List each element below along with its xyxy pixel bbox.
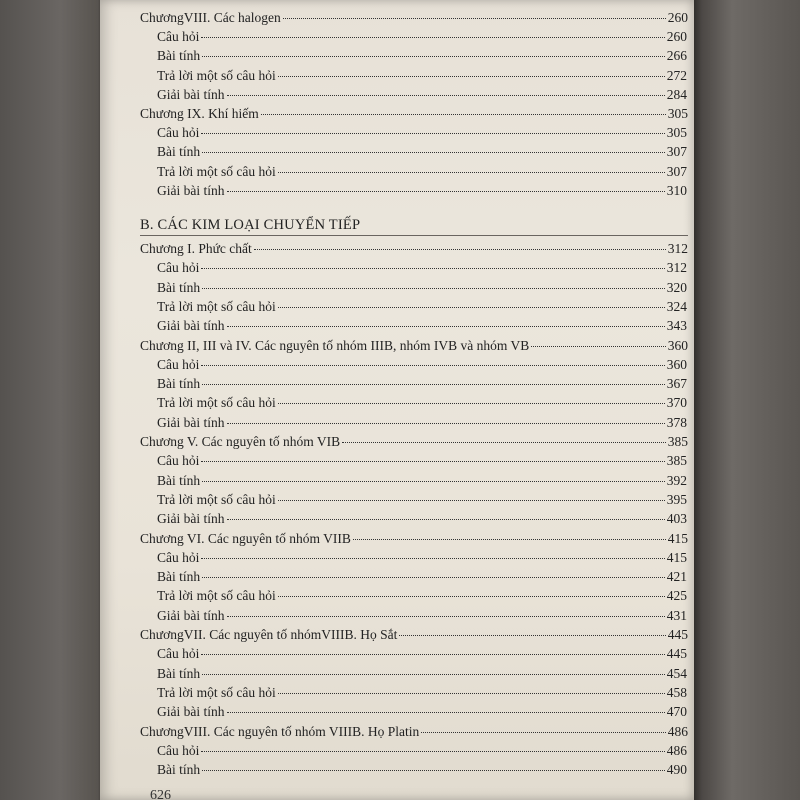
toc-dot-leader	[399, 635, 665, 636]
toc-entry-page: 360	[667, 337, 688, 353]
toc-dot-leader	[283, 18, 666, 19]
toc-subentry	[157, 511, 687, 527]
toc-subentry	[157, 299, 687, 315]
toc-dot-leader	[278, 693, 665, 694]
toc-entry-title: Trả lời một số câu hỏi	[157, 67, 276, 83]
toc-entry-page: 385	[667, 434, 688, 449]
toc-dot-leader	[201, 365, 664, 366]
toc-entry-page: 458	[666, 684, 687, 700]
toc-entry-page: 486	[666, 742, 687, 758]
toc-dot-leader	[201, 461, 664, 462]
toc-dot-leader	[342, 442, 666, 443]
toc-entry-page: 421	[666, 569, 687, 585]
toc-dot-leader	[202, 152, 665, 153]
toc-entry-title: ChươngVIII. Các nguyên tố nhóm VIIIB. Họ Platin	[140, 723, 420, 739]
toc-dot-leader	[202, 384, 665, 385]
toc-dot-leader	[227, 326, 665, 327]
toc-dot-leader	[201, 751, 664, 752]
toc-subentry	[157, 183, 687, 199]
toc-entry-title: Bài tính	[157, 279, 201, 295]
section-rule	[140, 235, 688, 236]
toc-entry-page: 415	[666, 549, 687, 565]
toc-subentry	[157, 588, 687, 604]
toc-chapter-entry	[140, 434, 688, 450]
toc-subentry	[157, 608, 687, 624]
toc-entry-title: Giải bài tính	[157, 182, 225, 198]
toc-subentry	[157, 68, 687, 84]
toc-entry-page: 395	[666, 491, 687, 507]
toc-dot-leader	[202, 577, 665, 578]
toc-entry-page: 343	[666, 318, 687, 334]
toc-entry-page: 310	[666, 182, 687, 198]
toc-dot-leader	[202, 56, 665, 57]
toc-dot-leader	[261, 114, 666, 115]
toc-subentry	[157, 473, 687, 489]
toc-entry-page: 415	[667, 530, 688, 546]
toc-entry-page: 425	[666, 588, 687, 604]
toc-entry-page: 403	[666, 511, 687, 527]
toc-entry-title: Bài tính	[157, 762, 201, 778]
page-number: 626	[150, 788, 171, 800]
toc-entry-page: 378	[666, 414, 687, 430]
toc-entry-page: 486	[667, 723, 688, 739]
toc-subentry	[157, 376, 687, 392]
toc-subentry	[157, 87, 687, 103]
toc-entry-title: Bài tính	[157, 569, 201, 585]
toc-entry-page: 312	[667, 241, 688, 256]
toc-entry-title: Bài tính	[157, 376, 201, 392]
toc-entry-page: 320	[666, 279, 687, 295]
toc-dot-leader	[278, 500, 665, 501]
toc-entry-page: 370	[666, 395, 687, 411]
toc-entry-page: 266	[666, 48, 687, 64]
toc-entry-page: 307	[666, 163, 687, 179]
toc-dot-leader	[278, 307, 665, 308]
toc-entry-title: Chương IX. Khí hiếm	[140, 106, 259, 121]
toc-subentry	[157, 453, 687, 469]
toc-dot-leader	[202, 770, 665, 771]
toc-dot-leader	[201, 654, 664, 655]
toc-dot-leader	[201, 133, 664, 134]
toc-entry-page: 305	[666, 125, 687, 141]
toc-subentry	[157, 550, 687, 566]
toc-dot-leader	[202, 481, 665, 482]
toc-entry-title: Trả lời một số câu hỏi	[157, 298, 276, 314]
toc-entry-page: 392	[666, 472, 687, 488]
toc-entry-page: 367	[666, 376, 687, 392]
toc-entry-title: Chương I. Phức chất	[140, 241, 252, 256]
toc-dot-leader	[278, 403, 665, 404]
toc-subentry	[157, 29, 687, 45]
toc-subentry	[157, 646, 687, 662]
toc-entry-title: Giải bài tính	[157, 704, 225, 720]
toc-entry-page: 307	[666, 144, 687, 160]
toc-dot-leader	[227, 712, 665, 713]
toc-entry-title: Câu hỏi	[157, 742, 200, 758]
toc-entry-title: Trả lời một số câu hỏi	[157, 588, 276, 604]
toc-dot-leader	[421, 732, 665, 733]
toc-entry-page: 470	[666, 704, 687, 720]
toc-entry-title: ChươngVIII. Các halogen	[140, 10, 281, 25]
toc-entry-page: 445	[667, 627, 688, 642]
toc-dot-leader	[227, 423, 665, 424]
toc-chapter-entry	[140, 627, 688, 643]
toc-subentry	[157, 395, 687, 411]
toc-entry-title: Câu hỏi	[157, 646, 200, 662]
toc-subentry	[157, 704, 687, 720]
toc-entry-title: Trả lời một số câu hỏi	[157, 684, 276, 700]
toc-subentry	[157, 48, 687, 64]
toc-entry-title: Giải bài tính	[157, 318, 225, 334]
toc-dot-leader	[278, 596, 665, 597]
toc-entry-title: Giải bài tính	[157, 86, 225, 102]
toc-subentry	[157, 743, 687, 759]
toc-entry-title: Giải bài tính	[157, 511, 225, 527]
toc-subentry	[157, 318, 687, 334]
toc-subentry	[157, 260, 687, 276]
toc-subentry	[157, 125, 687, 141]
toc-dot-leader	[278, 76, 665, 77]
toc-entry-page: 445	[666, 646, 687, 662]
toc-entry-title: Chương VI. Các nguyên tố nhóm VIIB	[140, 530, 351, 546]
toc-dot-leader	[227, 519, 665, 520]
toc-entry-title: Bài tính	[157, 144, 201, 160]
toc-entry-page: 454	[666, 665, 687, 681]
toc-entry-page: 490	[666, 762, 687, 778]
toc-dot-leader	[201, 558, 664, 559]
toc-chapter-entry	[140, 106, 688, 122]
toc-entry-title: Trả lời một số câu hỏi	[157, 491, 276, 507]
toc-subentry	[157, 569, 687, 585]
toc-entry-page: 360	[666, 356, 687, 372]
toc-entry-title: Bài tính	[157, 48, 201, 64]
toc-entry-title: Câu hỏi	[157, 260, 200, 276]
toc-dot-leader	[278, 172, 665, 173]
toc-entry-title: Bài tính	[157, 472, 201, 488]
toc-subentry	[157, 666, 687, 682]
toc-chapter-entry	[140, 241, 688, 257]
toc-subentry	[157, 280, 687, 296]
toc-entry-title: Trả lời một số câu hỏi	[157, 395, 276, 411]
toc-subentry	[157, 144, 687, 160]
toc-dot-leader	[531, 346, 665, 347]
toc-entry-page: 260	[667, 10, 688, 25]
toc-entry-page: 260	[666, 29, 687, 45]
toc-entry-page: 272	[666, 67, 687, 83]
toc-page	[100, 0, 694, 800]
toc-dot-leader	[227, 616, 665, 617]
toc-chapter-entry	[140, 531, 688, 547]
toc-entry-title: Trả lời một số câu hỏi	[157, 163, 276, 179]
toc-entry-title: Câu hỏi	[157, 356, 200, 372]
toc-entry-title: Bài tính	[157, 665, 201, 681]
toc-entry-page: 324	[666, 298, 687, 314]
toc-entry-title: ChươngVII. Các nguyên tố nhómVIIIB. Họ Sắt	[140, 627, 398, 642]
toc-dot-leader	[202, 674, 665, 675]
toc-dot-leader	[201, 37, 664, 38]
section-heading: B. CÁC KIM LOẠI CHUYỂN TIẾP	[140, 217, 361, 233]
toc-chapter-entry	[140, 10, 688, 26]
toc-subentry	[157, 415, 687, 431]
toc-dot-leader	[227, 191, 665, 192]
toc-entry-page: 305	[667, 106, 688, 121]
toc-entry-title: Chương V. Các nguyên tố nhóm VIB	[140, 434, 341, 449]
toc-subentry	[157, 357, 687, 373]
toc-dot-leader	[254, 249, 666, 250]
toc-entry-title: Câu hỏi	[157, 125, 200, 141]
toc-entry-title: Câu hỏi	[157, 453, 200, 469]
toc-entry-page: 312	[666, 260, 687, 276]
toc-entry-page: 431	[666, 607, 687, 623]
toc-subentry	[157, 492, 687, 508]
toc-entry-title: Giải bài tính	[157, 414, 225, 430]
book-spine-shadow	[692, 0, 800, 800]
toc-dot-leader	[201, 268, 664, 269]
toc-entry-title: Câu hỏi	[157, 549, 200, 565]
toc-chapter-entry	[140, 338, 688, 354]
toc-subentry	[157, 685, 687, 701]
toc-entry-page: 284	[666, 86, 687, 102]
toc-dot-leader	[227, 95, 665, 96]
toc-entry-title: Giải bài tính	[157, 607, 225, 623]
toc-chapter-entry	[140, 724, 688, 740]
toc-dot-leader	[202, 288, 665, 289]
toc-entry-page: 385	[666, 453, 687, 469]
toc-entry-title: Chương II, III và IV. Các nguyên tố nhóm IIIB, nhóm IVB và nhóm VB	[140, 337, 530, 353]
toc-subentry	[157, 164, 687, 180]
toc-dot-leader	[353, 539, 666, 540]
toc-subentry	[157, 762, 687, 778]
toc-entry-title: Câu hỏi	[157, 29, 200, 45]
